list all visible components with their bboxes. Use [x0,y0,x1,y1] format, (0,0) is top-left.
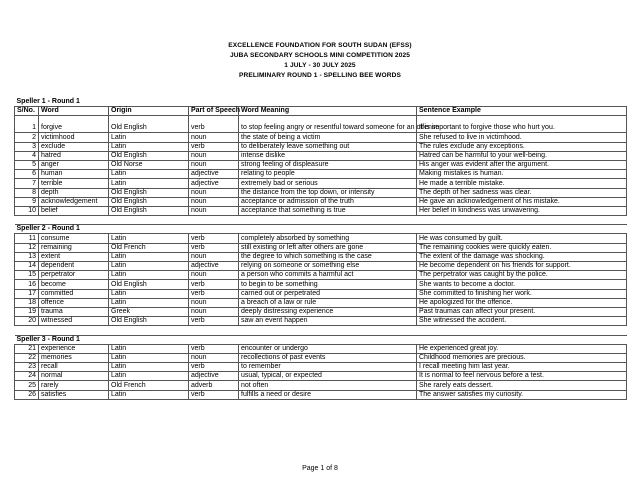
cell-pos: noun [189,271,239,280]
table-row [15,151,627,160]
table-row [15,262,627,271]
cell-no: 25 [15,381,39,390]
cell-sentence: Childhood memories are precious. [417,353,627,362]
cell-sentence: The rules exclude any exceptions. [417,142,627,151]
cell-sentence: I recall meeting him last year. [417,363,627,372]
cell-sentence: Hatred can be harmful to your well-being. [417,151,627,160]
cell-no: 1 [15,116,39,133]
cell-sentence: The depth of her sadness was clear. [417,188,627,197]
cell-sentence: It is important to forgive those who hurt you. [417,116,627,133]
cell-pos: verb [189,243,239,252]
cell-meaning: the state of being a victim [239,133,417,142]
table-row [15,133,627,142]
cell-pos: noun [189,298,239,307]
section-spacer [15,326,627,335]
table-row [15,307,627,316]
cell-no: 4 [15,151,39,160]
cell-word: hatred [39,151,109,160]
cell-meaning: a breach of a law or rule [239,298,417,307]
cell-pos: noun [189,197,239,206]
cell-sentence: Making mistakes is human. [417,170,627,179]
cell-pos: adverb [189,381,239,390]
cell-sentence: The extent of the damage was shocking. [417,252,627,261]
cell-origin: Latin [109,252,189,261]
cell-sentence: He apologized for the offence. [417,298,627,307]
cell-no: 3 [15,142,39,151]
table-row [15,298,627,307]
cell-no: 22 [15,353,39,362]
cell-origin: Latin [109,179,189,188]
page-number: Page 1 of 8 [302,465,338,472]
column-header-origin: Origin [109,107,189,116]
cell-pos: verb [189,234,239,243]
cell-origin: Latin [109,390,189,399]
round-title-row [15,335,627,344]
table-row [15,142,627,151]
cell-origin: Latin [109,363,189,372]
cell-sentence: She witnessed the accident. [417,317,627,326]
cell-meaning: acceptance or admission of the truth [239,197,417,206]
cell-meaning: relying on someone or something else [239,262,417,271]
cell-no: 17 [15,289,39,298]
cell-sentence: He experienced great joy. [417,344,627,353]
cell-pos: noun [189,188,239,197]
cell-sentence: The answer satisfies my curiosity. [417,390,627,399]
round-title: Speller 3 - Round 1 [16,335,80,343]
cell-pos: noun [189,133,239,142]
round-title: Speller 1 - Round 1 [16,98,80,106]
cell-meaning: fulfills a need or desire [239,390,417,399]
cell-origin: Old Norse [109,160,189,169]
cell-no: 7 [15,179,39,188]
cell-word: remaining [39,243,109,252]
cell-no: 5 [15,160,39,169]
column-header-word: Word [39,107,109,116]
cell-pos: adjective [189,262,239,271]
section-spacer [15,216,627,225]
cell-sentence: Past traumas can affect your present. [417,307,627,316]
cell-origin: Latin [109,234,189,243]
cell-word: rarely [39,381,109,390]
spelling-words-table [14,98,627,400]
table-row [15,280,627,289]
cell-no: 20 [15,317,39,326]
cell-sentence: The remaining cookies were quickly eaten. [417,243,627,252]
cell-meaning: not often [239,381,417,390]
cell-sentence: She wants to become a doctor. [417,280,627,289]
cell-sentence: The perpetrator was caught by the police. [417,271,627,280]
cell-pos: adjective [189,179,239,188]
cell-no: 9 [15,197,39,206]
cell-origin: Latin [109,289,189,298]
cell-pos: verb [189,142,239,151]
cell-no: 13 [15,252,39,261]
table-row [15,206,627,215]
cell-origin: Latin [109,372,189,381]
round-title: Speller 2 - Round 1 [16,225,80,233]
cell-pos: noun [189,307,239,316]
cell-word: victimhood [39,133,109,142]
cell-pos: verb [189,317,239,326]
cell-pos: noun [189,252,239,261]
cell-no: 2 [15,133,39,142]
cell-sentence: It is normal to feel nervous before a test. [417,372,627,381]
cell-word: committed [39,289,109,298]
cell-meaning: saw an event happen [239,317,417,326]
header-round-title: PRELIMINARY ROUND 1 - SPELLING BEE WORDS [239,72,401,79]
table-row [15,170,627,179]
cell-origin: Old English [109,151,189,160]
cell-origin: Latin [109,133,189,142]
cell-word: experience [39,344,109,353]
cell-pos: verb [189,116,239,133]
cell-word: normal [39,372,109,381]
cell-sentence: He made a terrible mistake. [417,179,627,188]
table-row [15,353,627,362]
cell-word: forgive [39,116,109,133]
cell-word: exclude [39,142,109,151]
cell-meaning: a person who commits a harmful act [239,271,417,280]
spacer-cell [15,326,627,335]
round-title-row [15,98,627,107]
cell-word: become [39,280,109,289]
cell-meaning: still existing or left after others are gone [239,243,417,252]
cell-sentence: He gave an acknowledgement of his mistake. [417,197,627,206]
table-row [15,160,627,169]
cell-origin: Latin [109,271,189,280]
cell-no: 15 [15,271,39,280]
table-row [15,390,627,399]
cell-no: 14 [15,262,39,271]
cell-word: perpetrator [39,271,109,280]
cell-origin: Latin [109,170,189,179]
header-dates: 1 JULY - 30 JULY 2025 [284,62,356,69]
cell-word: belief [39,206,109,215]
table-row [15,243,627,252]
cell-no: 24 [15,372,39,381]
cell-meaning: to stop feeling angry or resentful toward someone for an offense [239,116,417,133]
cell-origin: Old English [109,280,189,289]
cell-origin: Greek [109,307,189,316]
cell-no: 11 [15,234,39,243]
cell-word: memories [39,353,109,362]
cell-pos: adjective [189,372,239,381]
cell-word: satisfies [39,390,109,399]
table-row [15,271,627,280]
cell-origin: Old English [109,116,189,133]
column-header-row [15,107,627,116]
table-row [15,197,627,206]
cell-sentence: His anger was evident after the argument. [417,160,627,169]
cell-word: offence [39,298,109,307]
cell-meaning: extremely bad or serious [239,179,417,188]
cell-no: 23 [15,363,39,372]
cell-pos: noun [189,151,239,160]
cell-meaning: intense dislike [239,151,417,160]
cell-word: witnessed [39,317,109,326]
column-header-meaning: Word Meaning [239,107,417,116]
cell-meaning: carried out or perpetrated [239,289,417,298]
cell-sentence: She rarely eats dessert. [417,381,627,390]
cell-no: 10 [15,206,39,215]
cell-meaning: to remember [239,363,417,372]
cell-word: acknowledgement [39,197,109,206]
cell-pos: noun [189,353,239,362]
cell-meaning: the distance from the top down, or intensity [239,188,417,197]
table-row [15,317,627,326]
cell-word: depth [39,188,109,197]
table-row [15,363,627,372]
cell-origin: Latin [109,142,189,151]
cell-sentence: Her belief in kindness was unwavering. [417,206,627,215]
cell-origin: Old French [109,381,189,390]
cell-no: 18 [15,298,39,307]
cell-word: human [39,170,109,179]
cell-sentence: She refused to live in victimhood. [417,133,627,142]
cell-word: terrible [39,179,109,188]
cell-word: consume [39,234,109,243]
cell-word: recall [39,363,109,372]
column-header-no: S/No. [15,107,39,116]
cell-origin: Latin [109,344,189,353]
cell-meaning: usual, typical, or expected [239,372,417,381]
cell-word: trauma [39,307,109,316]
document-header [0,41,640,81]
cell-origin: Old English [109,188,189,197]
cell-word: dependent [39,262,109,271]
cell-pos: verb [189,280,239,289]
cell-pos: verb [189,289,239,298]
column-header-sentence: Sentence Example [417,107,627,116]
cell-no: 16 [15,280,39,289]
cell-pos: noun [189,160,239,169]
cell-meaning: to deliberately leave something out [239,142,417,151]
cell-origin: Latin [109,353,189,362]
table-row [15,179,627,188]
cell-no: 8 [15,188,39,197]
table-row [15,252,627,261]
cell-no: 21 [15,344,39,353]
cell-pos: verb [189,344,239,353]
cell-origin: Latin [109,262,189,271]
cell-meaning: strong feeling of displeasure [239,160,417,169]
cell-origin: Old French [109,243,189,252]
round-title-row [15,225,627,234]
header-competition: JUBA SECONDARY SCHOOLS MINI COMPETITION 2025 [229,52,410,59]
column-header-pos: Part of Speech [189,107,239,116]
cell-sentence: He was consumed by guilt. [417,234,627,243]
cell-sentence: He become dependent on his friends for support. [417,262,627,271]
cell-origin: Old English [109,317,189,326]
header-organization: EXCELLENCE FOUNDATION FOR SOUTH SUDAN (EFSS) [228,42,412,49]
cell-origin: Old English [109,197,189,206]
table-row [15,234,627,243]
cell-word: anger [39,160,109,169]
cell-origin: Old English [109,206,189,215]
cell-no: 19 [15,307,39,316]
cell-pos: verb [189,363,239,372]
cell-meaning: recollections of past events [239,353,417,362]
cell-meaning: to begin to be something [239,280,417,289]
cell-word: extent [39,252,109,261]
cell-meaning: deeply distressing experience [239,307,417,316]
cell-meaning: acceptance that something is true [239,206,417,215]
spacer-cell [15,216,627,225]
cell-no: 26 [15,390,39,399]
table-row [15,116,627,133]
cell-meaning: relating to people [239,170,417,179]
table-row [15,381,627,390]
cell-origin: Latin [109,298,189,307]
cell-sentence: She committed to finishing her work. [417,289,627,298]
cell-no: 6 [15,170,39,179]
table-row [15,289,627,298]
cell-pos: verb [189,390,239,399]
cell-pos: adjective [189,170,239,179]
table-row [15,372,627,381]
table-row [15,188,627,197]
cell-pos: noun [189,206,239,215]
cell-meaning: completely absorbed by something [239,234,417,243]
cell-no: 12 [15,243,39,252]
table-row [15,344,627,353]
cell-meaning: encounter or undergo [239,344,417,353]
cell-meaning: the degree to which something is the case [239,252,417,261]
